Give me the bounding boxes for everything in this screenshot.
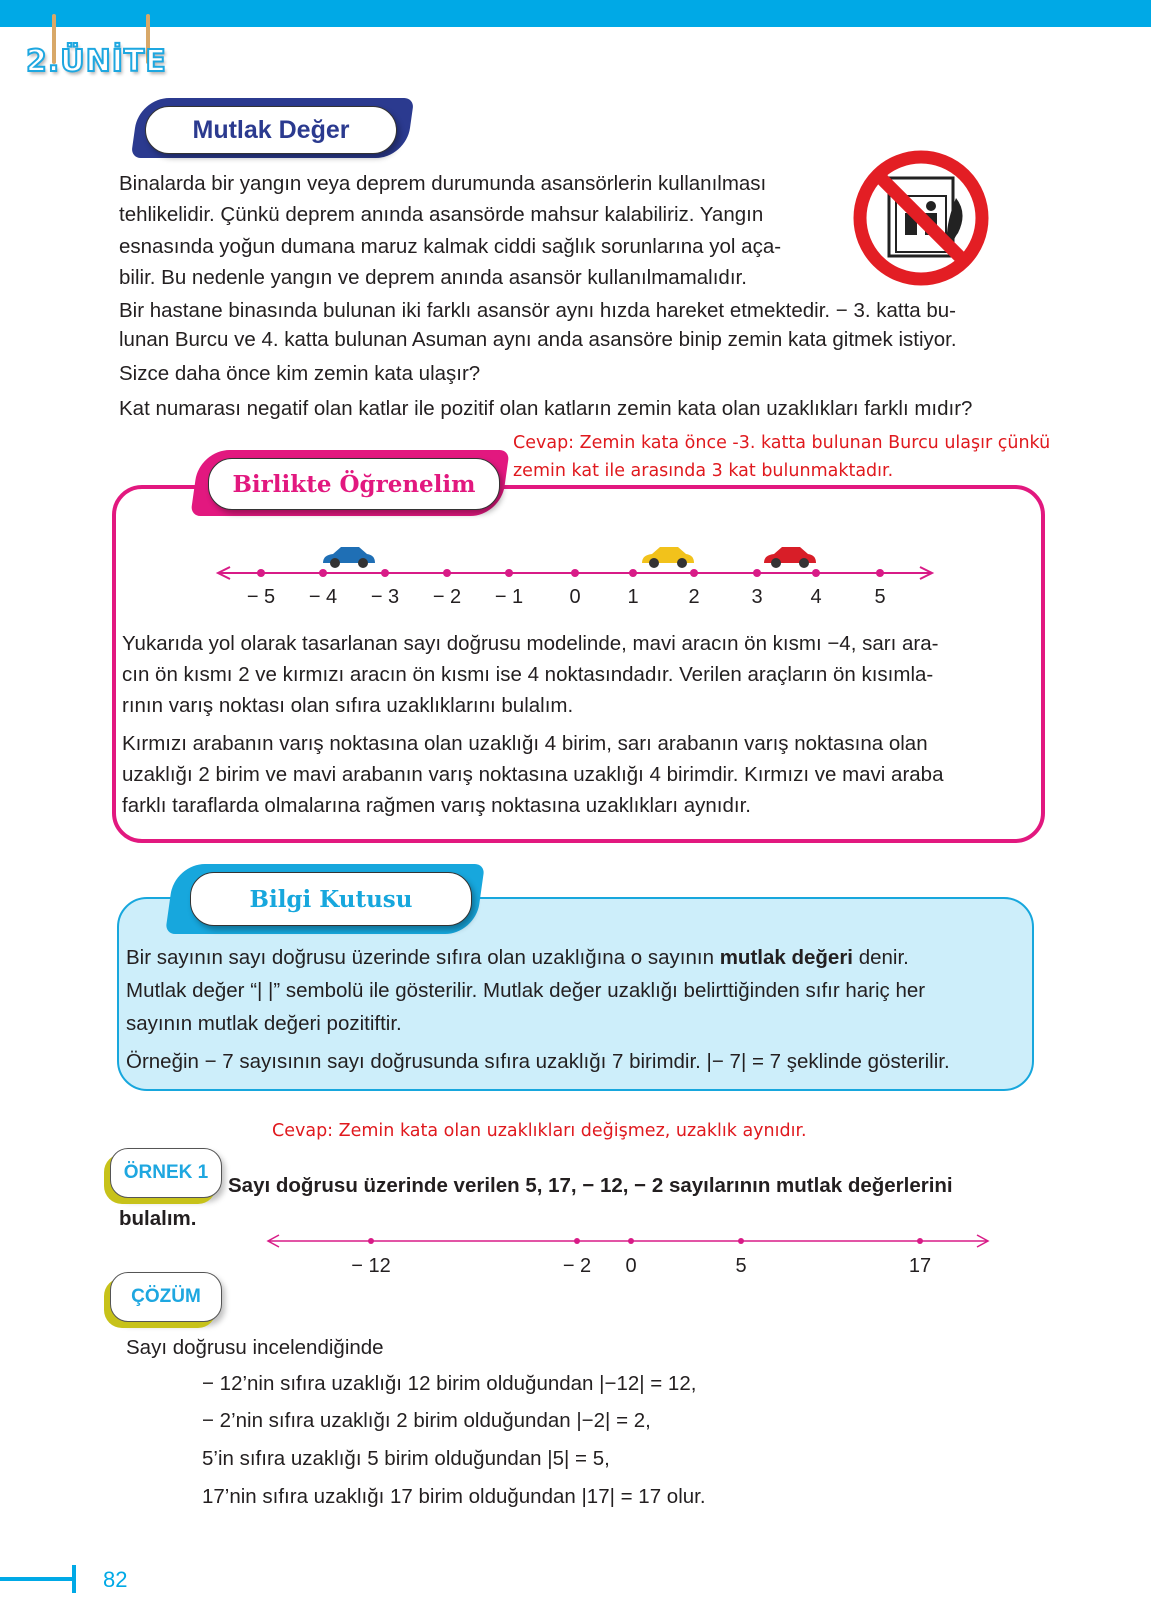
paragraph-line: farklı taraflarda olmalarına rağmen varış noktasına uzaklıkları aynıdır. bbox=[122, 794, 751, 817]
tick-point bbox=[629, 569, 637, 577]
car-wheel bbox=[330, 558, 340, 568]
tick-point bbox=[505, 569, 513, 577]
tick-label: − 1 bbox=[494, 586, 524, 608]
tick-point bbox=[917, 1238, 923, 1244]
problem-line: lunan Burcu ve 4. katta bulunan Asuman aynı anda asansöre binip zemin kata gitmek istiyor. bbox=[119, 328, 957, 351]
cozum-line: 5’in sıfıra uzaklığı 5 birim olduğundan |5| = 5, bbox=[202, 1447, 610, 1470]
intro-line: esnasında yoğun dumana maruz kalmak ciddi sağlık sorunlarına yol aça- bbox=[119, 235, 782, 258]
number-line-cars bbox=[200, 535, 950, 615]
tick-point bbox=[628, 1238, 634, 1244]
tick-point bbox=[257, 569, 265, 577]
ornek-line: bulalım. bbox=[119, 1207, 197, 1230]
tick-point bbox=[443, 569, 451, 577]
tick-label: − 3 bbox=[370, 586, 400, 608]
paragraph-line: rının varış noktası olan sıfıra uzaklıklarını bulalım. bbox=[122, 694, 574, 717]
tick-label: 0 bbox=[569, 586, 581, 608]
tick-point bbox=[571, 569, 579, 577]
tick-label: 1 bbox=[627, 586, 639, 608]
cozum-intro: Sayı doğrusu incelendiğinde bbox=[126, 1336, 384, 1359]
tick-label: 3 bbox=[751, 586, 763, 608]
car-icon bbox=[764, 547, 816, 568]
page-number: 82 bbox=[103, 1567, 128, 1592]
tick-label: − 2 bbox=[432, 586, 462, 608]
question: Sizce daha önce kim zemin kata ulaşır? bbox=[119, 362, 481, 385]
cozum-line: − 2’nin sıfıra uzaklığı 2 birim olduğundan |−2| = 2, bbox=[202, 1409, 651, 1432]
tick-label: − 12 bbox=[351, 1255, 391, 1277]
cozum-line: 17’nin sıfıra uzaklığı 17 birim olduğundan |17| = 17 olur. bbox=[202, 1485, 706, 1508]
tick-label: − 5 bbox=[246, 586, 276, 608]
paragraph-line: Yukarıda yol olarak tasarlanan sayı doğrusu modelinde, mavi aracın ön kısmı −4, sarı ara- bbox=[122, 632, 939, 655]
top-bar bbox=[0, 0, 1151, 27]
paragraph-line: Kırmızı arabanın varış noktasına olan uzaklığı 4 birim, sarı arabanın varış noktasına olan bbox=[122, 732, 928, 755]
tick-label: 5 bbox=[874, 586, 886, 608]
bilgi-line bbox=[126, 946, 909, 970]
tick-point bbox=[381, 569, 389, 577]
bilgi-line: sayının mutlak değeri pozitiftir. bbox=[126, 1012, 402, 1035]
text: denir. bbox=[853, 946, 909, 969]
ornek-badge: ÖRNEK 1 bbox=[110, 1148, 222, 1198]
section-title-banner bbox=[145, 106, 397, 154]
car-wheel bbox=[677, 558, 687, 568]
answer-text: Cevap: Zemin kata önce -3. katta bulunan Burcu ulaşır çünkü bbox=[513, 433, 1051, 453]
bilgi-banner bbox=[190, 872, 472, 926]
car-wheel bbox=[799, 558, 809, 568]
intro-line: tehlikelidir. Çünkü deprem anında asansörde mahsur kalabiliriz. Yangın bbox=[119, 203, 764, 226]
tick-point bbox=[368, 1238, 374, 1244]
tick-point bbox=[690, 569, 698, 577]
footer-line bbox=[0, 1577, 75, 1581]
intro-line: bilir. Bu nedenle yangın ve deprem anında asansör kullanılmamalıdır. bbox=[119, 266, 747, 289]
tick-point bbox=[574, 1238, 580, 1244]
intro-line: Binalarda bir yangın veya deprem durumunda asansörlerin kullanılması bbox=[119, 172, 767, 195]
tick-point bbox=[753, 569, 761, 577]
answer-text: Cevap: Zemin kata olan uzaklıkları değişmez, uzaklık aynıdır. bbox=[272, 1121, 807, 1141]
tick-label: 5 bbox=[735, 1255, 747, 1277]
tick-label: 4 bbox=[810, 586, 822, 608]
car-icon bbox=[642, 547, 694, 568]
footer-tick bbox=[72, 1565, 76, 1593]
number-line-example bbox=[265, 1228, 995, 1283]
birlikte-title: Birlikte Öğrenelim bbox=[232, 470, 476, 498]
cozum-badge: ÇÖZÜM bbox=[110, 1272, 222, 1322]
car-wheel bbox=[649, 558, 659, 568]
tick-label: 0 bbox=[625, 1255, 637, 1277]
cozum-line: − 12’nin sıfıra uzaklığı 12 birim olduğundan |−12| = 12, bbox=[202, 1372, 697, 1395]
car-icon bbox=[323, 547, 375, 568]
car-wheel bbox=[358, 558, 368, 568]
unit-logo: 2.ÜNİTE bbox=[26, 44, 167, 79]
section-title: Mutlak Değer bbox=[192, 115, 350, 144]
bilgi-line: Örneğin − 7 sayısının sayı doğrusunda sıfıra uzaklığı 7 birimdir. |− 7| = 7 şeklinde gösterilir. bbox=[126, 1050, 950, 1073]
paragraph-line: cın ön kısmı 2 ve kırmızı aracın ön kısmı ise 4 noktasındadır. Verilen araçların ön kısımla- bbox=[122, 663, 934, 686]
question: Kat numarası negatif olan katlar ile pozitif olan katların zemin kata olan uzaklıkları farklı mıdır? bbox=[119, 397, 973, 420]
bold-term: mutlak değeri bbox=[719, 946, 853, 969]
paragraph-line: uzaklığı 2 birim ve mavi arabanın varış noktasına uzaklığı 4 birimdir. Kırmızı ve mavi araba bbox=[122, 763, 944, 786]
tick-label: 2 bbox=[688, 586, 700, 608]
tick-label: − 2 bbox=[562, 1255, 592, 1277]
bilgi-title: Bilgi Kutusu bbox=[249, 885, 413, 913]
tick-point bbox=[812, 569, 820, 577]
car-wheel bbox=[771, 558, 781, 568]
bilgi-line: Mutlak değer “| |” sembolü ile gösterilir. Mutlak değer uzaklığı belirttiğinden sıfır hariç her bbox=[126, 979, 926, 1002]
text: Bir sayının sayı doğrusu üzerinde sıfıra olan uzaklığına o sayının bbox=[126, 946, 720, 969]
birlikte-banner bbox=[208, 458, 500, 510]
answer-text: zemin kat ile arasında 3 kat bulunmaktadır. bbox=[513, 461, 894, 481]
tick-label: 17 bbox=[908, 1255, 932, 1277]
tick-point bbox=[319, 569, 327, 577]
tick-label: − 4 bbox=[308, 586, 338, 608]
no-elevator-sign-icon bbox=[851, 148, 991, 288]
ornek-line: Sayı doğrusu üzerinde verilen 5, 17, − 12, − 2 sayılarının mutlak değerlerini bbox=[228, 1174, 953, 1197]
tick-point bbox=[876, 569, 884, 577]
problem-line: Bir hastane binasında bulunan iki farklı asansör aynı hızda hareket etmektedir. − 3. katta bu- bbox=[119, 299, 957, 322]
tick-point bbox=[738, 1238, 744, 1244]
